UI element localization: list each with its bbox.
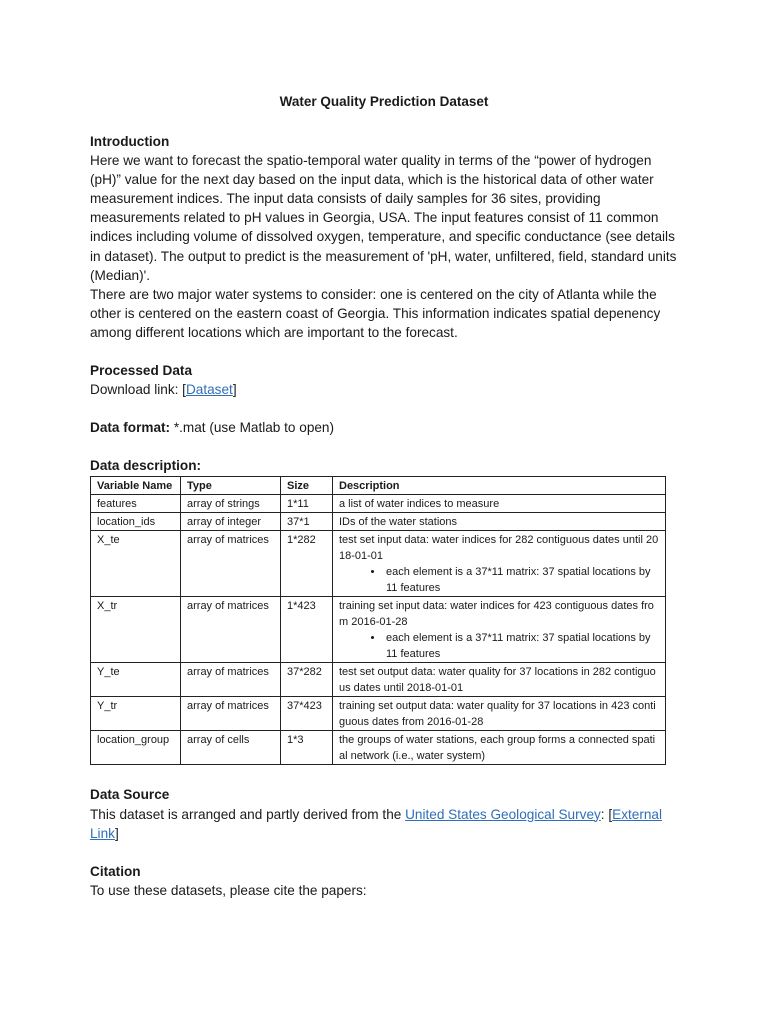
cell-type: array of integer <box>181 513 281 531</box>
download-suffix: ] <box>232 382 237 398</box>
cell-type: array of cells <box>181 731 281 765</box>
citation-text: To use these datasets, please cite the papers: <box>90 882 367 898</box>
data-description-table <box>90 476 666 765</box>
header-variable-name: Variable Name <box>91 477 181 495</box>
cell-size: 37*423 <box>281 697 333 731</box>
processed-data-heading: Processed Data <box>90 363 193 379</box>
cell-name: features <box>91 495 181 513</box>
cell-size: 1*282 <box>281 531 333 597</box>
cell-size: 37*1 <box>281 513 333 531</box>
cell-size: 37*282 <box>281 663 333 697</box>
data-source-suffix: ] <box>114 825 119 841</box>
cell-name: X_te <box>91 531 181 597</box>
cell-type: array of matrices <box>181 531 281 597</box>
cell-name: location_group <box>91 731 181 765</box>
data-format-label: Data format: <box>90 420 171 436</box>
cell-size: 1*11 <box>281 495 333 513</box>
cell-size: 1*423 <box>281 597 333 663</box>
bullet-list <box>339 564 659 596</box>
table-row <box>91 597 666 663</box>
table-row <box>91 697 666 731</box>
table-row <box>91 731 666 765</box>
data-source-heading: Data Source <box>90 787 170 803</box>
data-source-middle: : [ <box>600 806 613 822</box>
table-row <box>91 531 666 597</box>
cell-description: the groups of water stations, each group forms a connected spatial network (i.e., water system) <box>333 731 666 765</box>
header-description: Description <box>333 477 666 495</box>
cell-description: a list of water indices to measure <box>333 495 666 513</box>
download-line <box>90 380 680 399</box>
dataset-download-link[interactable]: Dataset <box>185 382 233 398</box>
cell-type: array of strings <box>181 495 281 513</box>
table-row <box>91 663 666 697</box>
cell-type: array of matrices <box>181 697 281 731</box>
cell-name: X_tr <box>91 597 181 663</box>
cell-size: 1*3 <box>281 731 333 765</box>
bullet-item: • each element is a 37*11 matrix: 37 spatial locations by 11 features <box>384 564 659 596</box>
external-link[interactable]: External Link <box>90 806 663 841</box>
cell-name: Y_te <box>91 663 181 697</box>
data-description-label: Data description: <box>90 458 202 474</box>
table-header-row <box>91 477 666 495</box>
header-type: Type <box>181 477 281 495</box>
cell-description: IDs of the water stations <box>333 513 666 531</box>
data-source-prefix: This dataset is arranged and partly derived from the <box>90 806 406 822</box>
introduction-paragraph-1: Here we want to forecast the spatio-temporal water quality in terms of the “power of hydrogen (pH)” value for the next day based on the input data, which is the historical data of other water measurement indices. The input data consists of daily samples for 36 sites, providing measurements related to pH values in Georgia, USA. The input features consist of 11 common indices including volume of dissolved oxygen, temperature, and specific conductance (see details in dataset). The output to predict is the measurement of 'pH, water, unfiltered, field, standard units (Median)'. <box>90 153 677 283</box>
table-row <box>91 495 666 513</box>
document-body <box>90 132 680 900</box>
cell-description <box>333 597 666 663</box>
bullet-list <box>339 630 659 662</box>
citation-heading: Citation <box>90 863 141 879</box>
data-source-line <box>90 805 680 843</box>
data-format-value: *.mat (use Matlab to open) <box>170 420 335 436</box>
document-title: Water Quality Prediction Dataset <box>279 94 489 109</box>
cell-type: array of matrices <box>181 597 281 663</box>
download-prefix: Download link: [ <box>90 382 186 398</box>
introduction-heading: Introduction <box>90 134 170 149</box>
cell-description <box>333 531 666 597</box>
bullet-item: • each element is a 37*11 matrix: 37 spatial locations by 11 features <box>384 630 659 662</box>
usgs-link[interactable]: United States Geological Survey <box>405 806 601 822</box>
cell-description-text: training set input data: water indices for 423 contiguous dates from 2016-01-28 <box>339 600 654 629</box>
table-row <box>91 513 666 531</box>
cell-name: location_ids <box>91 513 181 531</box>
cell-description-text: test set input data: water indices for 282 contiguous dates until 2018-01-01 <box>339 534 659 563</box>
cell-name: Y_tr <box>91 697 181 731</box>
header-size: Size <box>281 477 333 495</box>
introduction-paragraph-2: There are two major water systems to consider: one is centered on the city of Atlanta while the other is centered on the eastern coast of Georgia. This information indicates spatial depenency among different locations which are important to the forecast. <box>90 286 661 340</box>
data-format-line <box>90 418 680 437</box>
cell-description: test set output data: water quality for 37 locations in 282 contiguous dates until 2018-01-01 <box>333 663 666 697</box>
cell-type: array of matrices <box>181 663 281 697</box>
cell-description: training set output data: water quality for 37 locations in 423 contiguous dates from 2016-01-28 <box>333 697 666 731</box>
